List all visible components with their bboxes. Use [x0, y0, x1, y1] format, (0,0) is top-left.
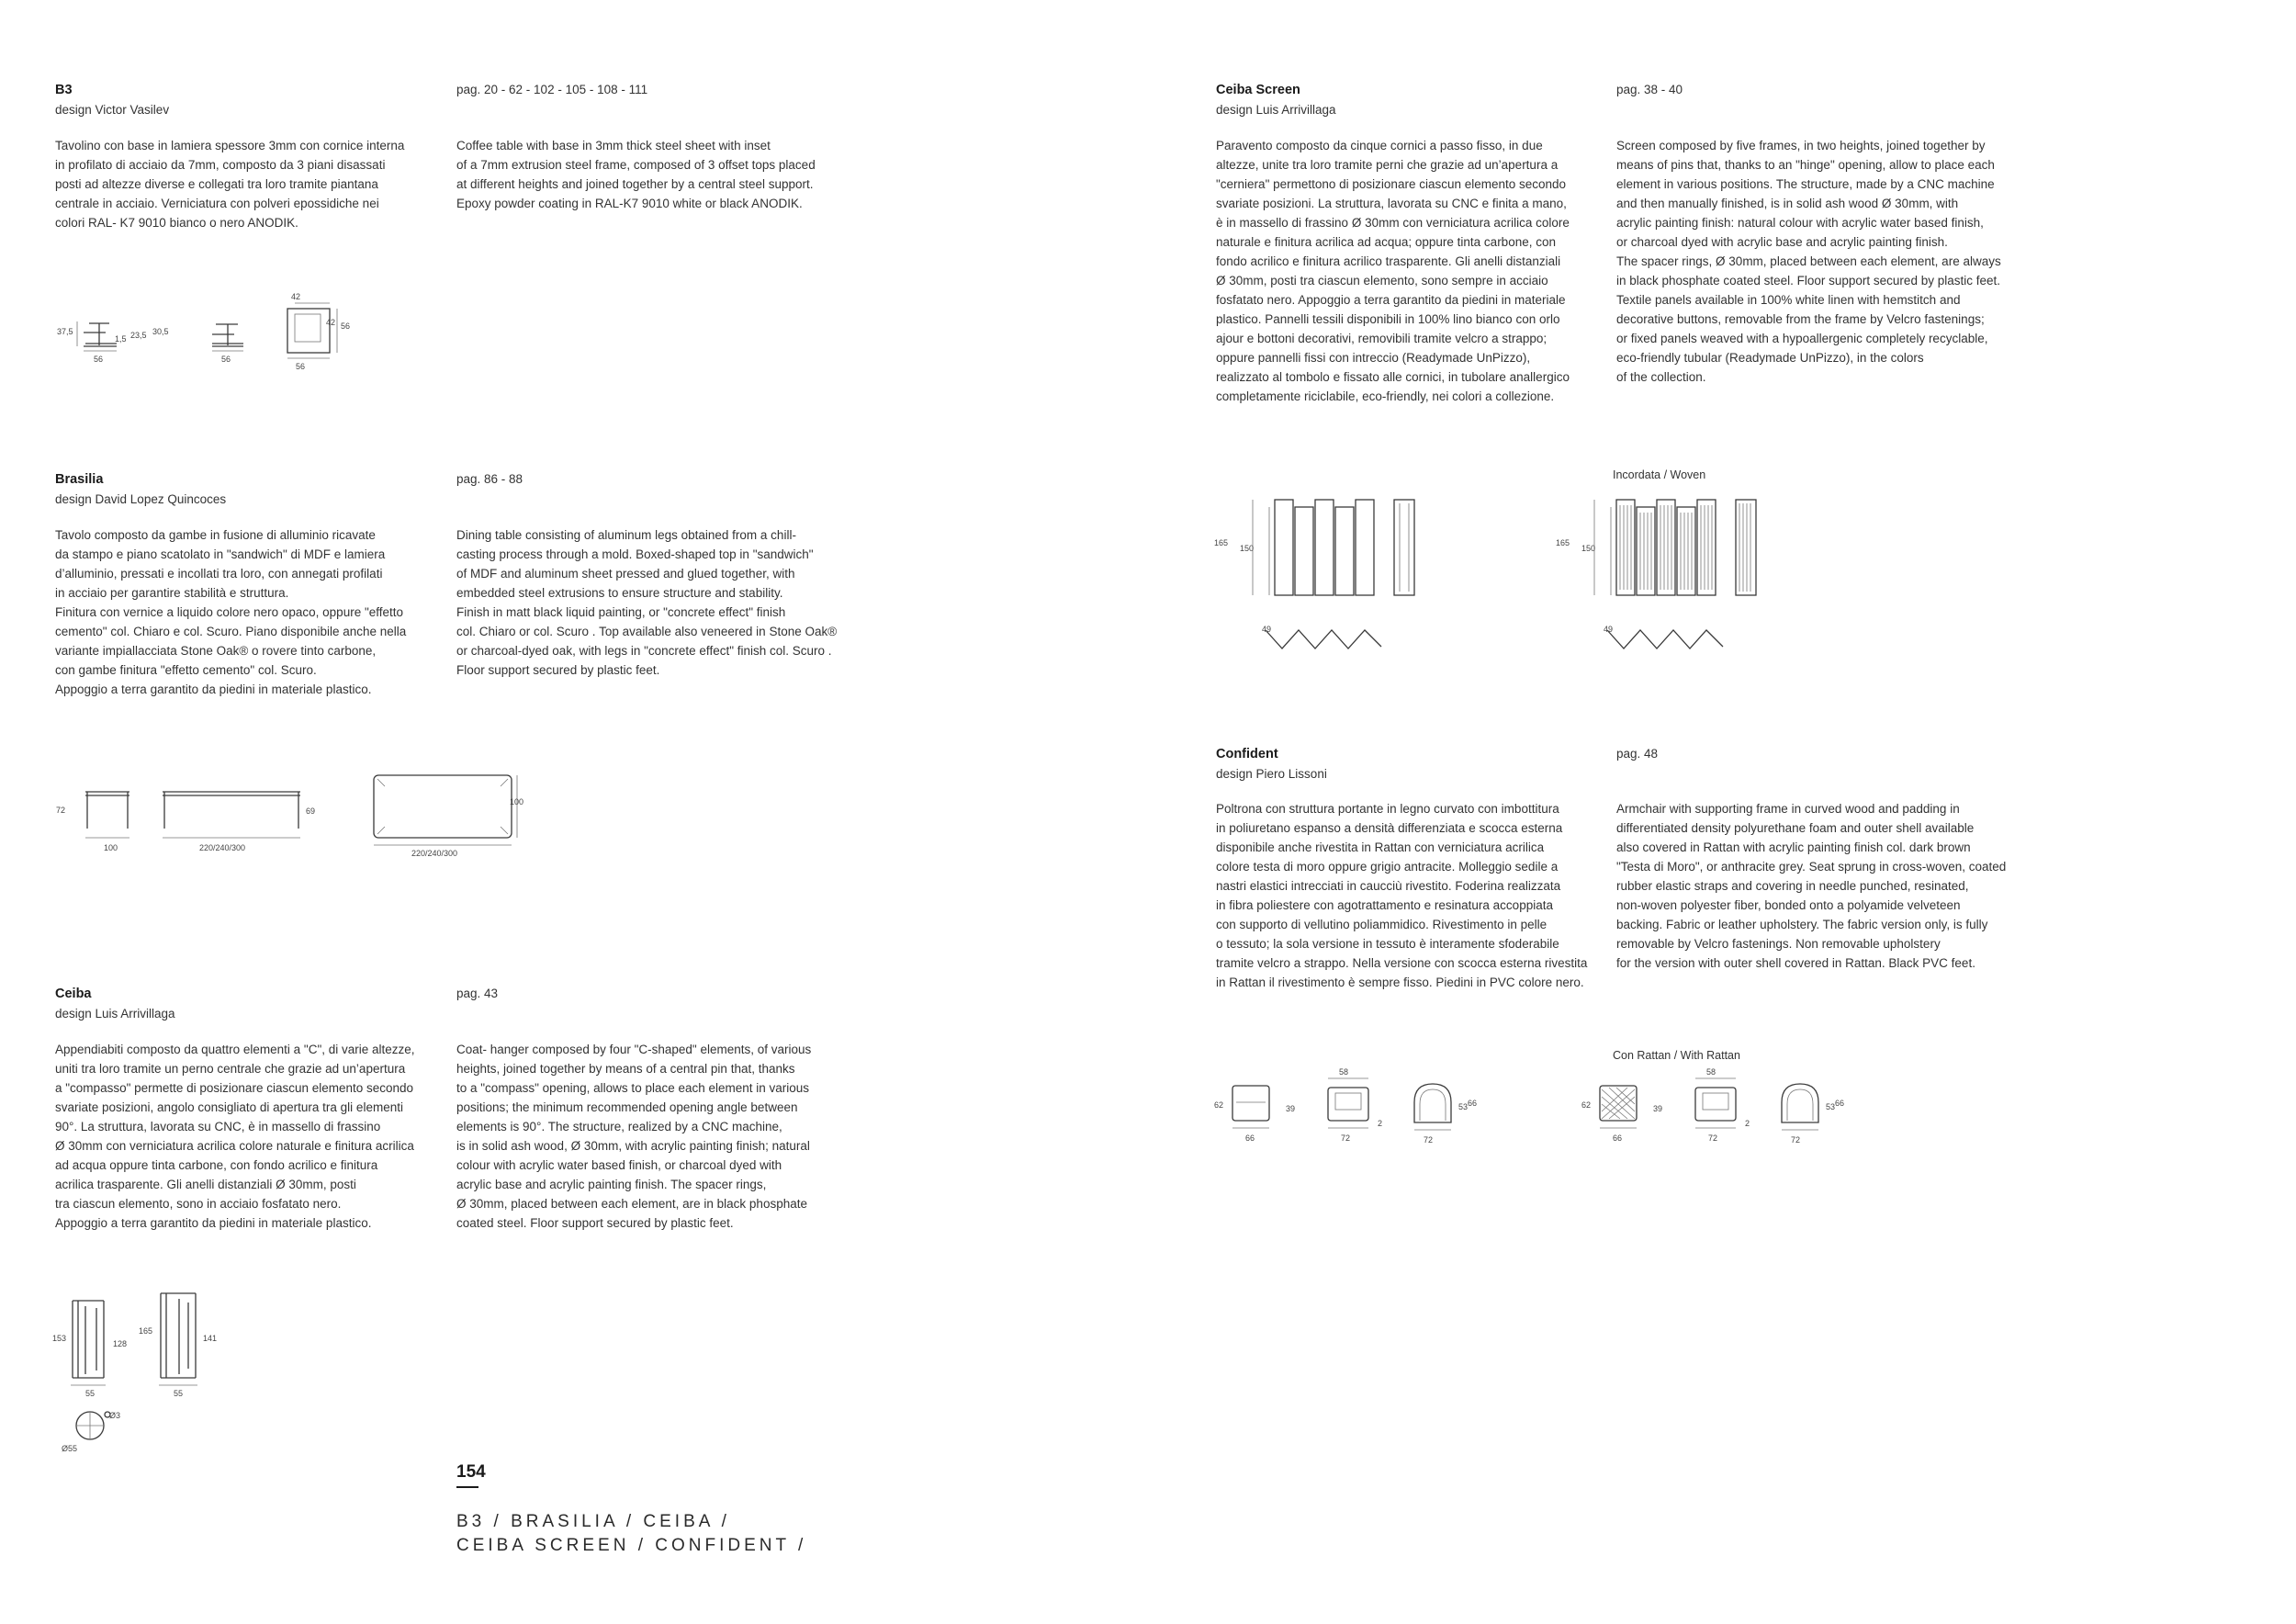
- brasilia-side-view: [56, 792, 129, 852]
- confident-drawing-rattan: [1578, 1066, 1872, 1157]
- designer-b3: design Victor Vasilev: [55, 103, 170, 117]
- designer-confident: design Piero Lissoni: [1216, 767, 1327, 781]
- svg-text:39: 39: [1286, 1104, 1296, 1113]
- svg-text:Ø3: Ø3: [109, 1411, 121, 1420]
- svg-text:53: 53: [1458, 1102, 1469, 1111]
- svg-text:56: 56: [221, 355, 231, 364]
- ceiba-screen-woven-front-view: [1556, 500, 1716, 595]
- designer-ceiba: design Luis Arrivillaga: [55, 1007, 175, 1021]
- svg-text:69: 69: [306, 806, 316, 816]
- description-it-brasilia: Tavolo composto da gambe in fusione di alluminio ricavate da stampo e piano scatolato in "sandwich" di MDF e lamiera d’alluminio, pressati e incollati tra loro, con annegati profilati in acciaio per garantire stabilità e struttura. Finitura con vernice a liquido colore nero opaco, oppure "effetto cemento" col. Chiaro e col. Scuro. Piano disponibile anche nella variante impiallacciata Stone Oak® o rovere tinto carbone, con gambe finitura "effetto cemento" col. Scuro. Appoggio a terra garantito da piedini in materiale plastico.: [55, 528, 407, 696]
- product-index: [456, 1510, 806, 1558]
- confident-top-view: [1414, 1084, 1477, 1145]
- ceiba-screen-drawing-standard: [1210, 487, 1449, 661]
- ceiba-base-view: [62, 1411, 120, 1453]
- svg-text:37,5: 37,5: [57, 327, 73, 336]
- brasilia-technical-drawing: [51, 764, 546, 865]
- svg-text:2: 2: [1378, 1119, 1383, 1128]
- svg-text:220/240/300: 220/240/300: [199, 843, 246, 852]
- brasilia-top-view: [374, 775, 523, 858]
- svg-text:49: 49: [1604, 625, 1614, 634]
- page-refs-confident: pag. 48: [1616, 747, 1659, 761]
- product-index-line-2: CEIBA SCREEN / CONFIDENT /: [456, 1536, 807, 1555]
- svg-text:62: 62: [1581, 1100, 1592, 1110]
- designer-ceiba-screen: design Luis Arrivillaga: [1216, 103, 1336, 117]
- description-en-ceiba: Coat- hanger composed by four "C-shaped" elements, of various heights, joined together by means of a central pin that, thanks to a "compass" opening, allows to place each element in various positions; the minimum recommended opening angle between elements is 90°. The structure, realized by a CNC machine, is in solid ash wood, Ø 30mm, with acrylic painting finish; natural colour with acrylic water based finish, or charcoal dyed with acrylic base and acrylic painting finish. The spacer rings, Ø 30mm, placed between each element, are in black phosphate coated steel. Floor support secured by plastic feet.: [456, 1043, 812, 1230]
- product-name-b3: B3: [55, 83, 73, 97]
- confident-side-view: [1214, 1086, 1295, 1143]
- svg-text:55: 55: [85, 1389, 96, 1398]
- confident-rattan-side-view: [1581, 1086, 1662, 1143]
- ceiba-screen-top-view: [1262, 625, 1381, 648]
- svg-text:165: 165: [1214, 538, 1229, 547]
- b3-technical-drawing: [51, 287, 363, 369]
- confident-rattan-front-view: [1695, 1067, 1750, 1143]
- svg-text:72: 72: [1424, 1135, 1434, 1145]
- b3-top-view: [287, 292, 350, 371]
- brasilia-front-view: [163, 792, 315, 852]
- svg-text:66: 66: [1468, 1099, 1478, 1108]
- page-refs-ceiba: pag. 43: [456, 987, 499, 1000]
- ceiba-side-view: [139, 1293, 217, 1398]
- page-refs-brasilia: pag. 86 - 88: [456, 472, 523, 486]
- product-name-brasilia: Brasilia: [55, 472, 104, 487]
- svg-text:56: 56: [296, 362, 306, 371]
- description-it-ceiba: Appendiabiti composto da quattro elementi a "C", di varie altezze, uniti tra loro tramite un perno centrale che grazie ad un’apertura a "compasso" permette di posizionare ciascun elemento secondo svariate posizioni, angolo consigliato di apertura tra gli elementi 90°. La struttura, lavorata su CNC, è in massello di frassino Ø 30mm con verniciatura acrilica colore naturale e finitura acrilica ad acqua oppure tinta carbone, con fondo acrilico e finitura acrilica trasparente. Gli anelli distanziali Ø 30mm, posti tra ciascun elemento, sono in acciaio fosfatato nero. Appoggio a terra garantito da piedini in materiale plastico.: [55, 1043, 415, 1230]
- b3-front-view: [57, 321, 169, 364]
- designer-brasilia: design David Lopez Quincoces: [55, 492, 227, 506]
- svg-text:72: 72: [1341, 1133, 1351, 1143]
- svg-text:42: 42: [326, 318, 336, 327]
- svg-text:150: 150: [1581, 544, 1596, 553]
- svg-text:150: 150: [1240, 544, 1255, 553]
- confident-drawing-standard: [1210, 1066, 1504, 1157]
- product-index-line-1: B3 / BRASILIA / CEIBA /: [456, 1512, 730, 1531]
- ceiba-screen-variant-label: Incordata / Woven: [1613, 468, 1706, 481]
- description-en-b3: Coffee table with base in 3mm thick steel sheet with inset of a 7mm extrusion steel frame, composed of 3 offset tops placed at different heights and joined together by a central steel support. Epoxy powder coating in RAL-K7 9010 white or black ANODIK.: [456, 139, 816, 210]
- confident-rattan-top-view: [1782, 1084, 1844, 1145]
- svg-text:58: 58: [1339, 1067, 1349, 1077]
- page-number: 154: [456, 1462, 486, 1482]
- description-en-ceiba-screen: Screen composed by five frames, in two heights, joined together by means of pins that, thanks to an "hinge" opening, allow to place each element in various positions. The structure, made by a CNC machine and then manually finished, is in solid ash wood Ø 30mm, with acrylic painting finish: natural colour with acrylic water based finish, or charcoal dyed with acrylic base and acrylic painting finish. The spacer rings, Ø 30mm, placed between each element, are always in black phosphate coated steel. Floor support secured by plastic feet. Textile panels available in 100% white linen with hemstitch and decorative buttons, removable from the frame by Velcro fastenings; or fixed panels weaved with a hypoallergenic completely recyclable, eco-friendly tubular (Readymade UnPizzo), in the colors of the collection.: [1616, 139, 2001, 384]
- svg-text:153: 153: [52, 1334, 67, 1343]
- svg-text:53: 53: [1826, 1102, 1836, 1111]
- svg-text:42: 42: [291, 292, 301, 301]
- product-name-ceiba: Ceiba: [55, 987, 92, 1001]
- svg-text:66: 66: [1835, 1099, 1845, 1108]
- svg-text:165: 165: [1556, 538, 1570, 547]
- b3-side-view: [212, 324, 243, 364]
- confident-front-view: [1328, 1067, 1382, 1143]
- ceiba-screen-drawing-woven: [1552, 487, 1791, 661]
- svg-text:1,5: 1,5: [115, 334, 127, 344]
- description-en-brasilia: Dining table consisting of aluminum legs obtained from a chill- casting process through a mold. Boxed-shaped top in "sandwich" of MDF and aluminum sheet pressed and glued together, with embedded steel extrusions to ensure structure and stability. Finish in matt black liquid painting, or "concrete effect" finish col. Chiaro or col. Scuro . Top available also veneered in Stone Oak® or charcoal-dyed oak, with legs in "concrete effect" finish col. Scuro . Floor support secured by plastic feet.: [456, 528, 838, 677]
- svg-text:Ø55: Ø55: [62, 1444, 78, 1453]
- ceiba-front-view: [52, 1301, 127, 1398]
- product-name-ceiba-screen: Ceiba Screen: [1216, 83, 1300, 97]
- svg-text:165: 165: [139, 1326, 153, 1336]
- description-it-confident: Poltrona con struttura portante in legno curvato con imbottitura in poliuretano espanso a densità differenziata e scocca esterna disponibile anche rivestita in Rattan con verniciatura acrilica colore testa di moro oppure grigio antracite. Molleggio sedile a nastri elastici intrecciati in caucciù rivestito. Foderina realizzata in fibra poliestere con agotrattamento e resinatura accoppiata con supporto di vellutino poliammidico. Rivestimento in pelle o tessuto; la sola versione in tessuto è interamente sfoderabile tramite velcro a strappo. Nella versione con scocca esterna rivestita in Rattan il rivestimento è sempre fisso. Piedini in PVC colore nero.: [1216, 802, 1588, 989]
- ceiba-screen-woven-side-view: [1736, 500, 1756, 595]
- svg-text:56: 56: [94, 355, 104, 364]
- svg-text:72: 72: [56, 806, 66, 815]
- confident-variant-label: Con Rattan / With Rattan: [1613, 1049, 1740, 1062]
- svg-text:62: 62: [1214, 1100, 1224, 1110]
- svg-text:2: 2: [1745, 1119, 1750, 1128]
- svg-text:49: 49: [1262, 625, 1272, 634]
- description-it-ceiba-screen: Paravento composto da cinque cornici a passo fisso, in due altezze, unite tra loro tramite perni che grazie ad un’apertura a "cerniera" permettono di posizionare ciascun elemento secondo svariate posizioni. La struttura, lavorata su CNC e finita a mano, è in massello di frassino Ø 30mm con verniciatura acrilica colore naturale e finitura acrilica ad acqua; oppure tinta carbone, con fondo acrilico e finitura acrilico trasparente. Gli anelli distanziali Ø 30mm, posti tra ciascun elemento, sono sempre in acciaio fosfatato nero. Appoggio a terra garantito da piedini in materiale plastico. Pannelli tessili disponibili in 100% lino bianco con orlo ajour e bottoni decorativi, removibili tramite velcro a strappo; oppure pannelli fissi con intreccio (Readymade UnPizzo), realizzato al tombolo e fissato alle cornici, in tubolare anallergico completamente riciclabile, eco-friendly, nei colori a collezione.: [1216, 139, 1570, 403]
- svg-text:56: 56: [341, 321, 351, 331]
- svg-text:23,5: 23,5: [130, 331, 147, 340]
- page-refs-ceiba-screen: pag. 38 - 40: [1616, 83, 1683, 96]
- svg-text:141: 141: [203, 1334, 218, 1343]
- description-it-b3: Tavolino con base in lamiera spessore 3mm con cornice interna in profilato di acciaio da 7mm, composto da 3 piani disassati posti ad altezze diverse e collegati tra loro tramite piantana centrale in acciaio. Verniciatura con polveri epossidiche nei colori RAL- K7 9010 bianco o nero ANODIK.: [55, 139, 405, 230]
- ceiba-technical-drawing: [51, 1286, 234, 1470]
- svg-text:100: 100: [104, 843, 118, 852]
- svg-text:66: 66: [1613, 1133, 1623, 1143]
- ceiba-screen-side-view: [1394, 500, 1414, 595]
- svg-text:72: 72: [1708, 1133, 1718, 1143]
- ceiba-screen-woven-top-view: [1604, 625, 1723, 648]
- svg-text:58: 58: [1706, 1067, 1716, 1077]
- svg-text:55: 55: [174, 1389, 184, 1398]
- page-refs-b3: pag. 20 - 62 - 102 - 105 - 108 - 111: [456, 83, 648, 96]
- page-number-underline: [456, 1486, 478, 1488]
- ceiba-screen-front-view: [1214, 500, 1374, 595]
- svg-text:100: 100: [510, 797, 524, 806]
- svg-text:30,5: 30,5: [152, 327, 169, 336]
- svg-text:66: 66: [1245, 1133, 1255, 1143]
- svg-text:128: 128: [113, 1339, 128, 1348]
- svg-text:39: 39: [1653, 1104, 1663, 1113]
- svg-text:220/240/300: 220/240/300: [411, 849, 458, 858]
- product-name-confident: Confident: [1216, 747, 1278, 761]
- svg-text:72: 72: [1791, 1135, 1801, 1145]
- description-en-confident: Armchair with supporting frame in curved wood and padding in differentiated density polyurethane foam and outer shell available also covered in Rattan with acrylic painting finish col. dark brown "Testa di Moro", or anthracite grey. Seat sprung in cross-woven, coated rubber elastic straps and covering in needle punched, resinated, non-woven polyester fiber, bonded onto a polyamide velveteen backing. Fabric or leather upholstery. The fabric version only, is fully removable by Velcro fastenings. Non removable upholstery for the version with outer shell covered in Rattan. Black PVC feet.: [1616, 802, 2007, 970]
